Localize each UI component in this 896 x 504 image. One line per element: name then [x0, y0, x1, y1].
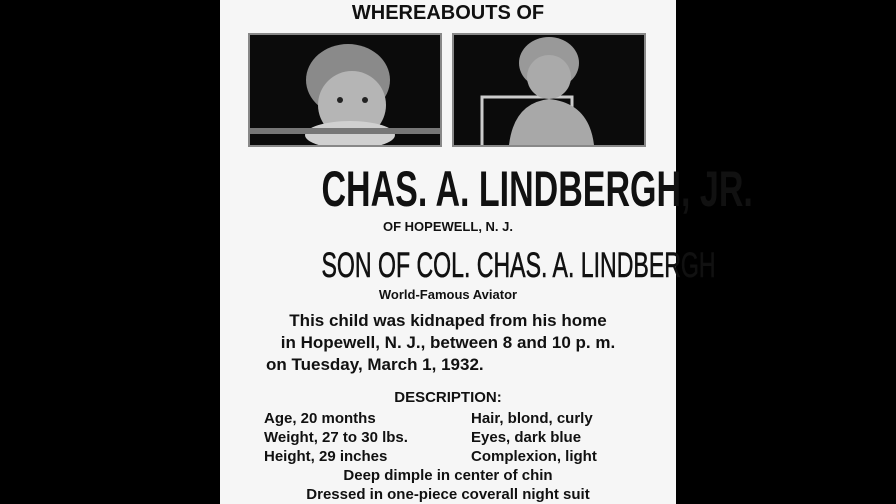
description-notes	[220, 466, 676, 504]
child-photo-left	[248, 33, 442, 147]
missing-child-poster	[220, 0, 753, 504]
description-right: Hair, blond, curly	[471, 410, 593, 427]
description-right: Complexion, light	[471, 448, 597, 465]
heading-text: WHEREABOUTS OF	[351, 2, 545, 24]
child-name-text: CHAS. A. LINDBERGH, JR.	[321, 161, 753, 217]
description-note: Deep dimple in center of chin	[343, 467, 553, 484]
statement	[220, 310, 676, 376]
parent-line	[220, 244, 716, 288]
description-left: Height, 29 inches	[264, 448, 388, 465]
child-portrait-image	[250, 35, 440, 145]
statement-line: on Tuesday, March 1, 1932.	[266, 355, 484, 374]
description-note: Dressed in one-piece coverall night suit	[306, 486, 590, 503]
description-title-text: DESCRIPTION:	[394, 389, 502, 406]
parent-note	[220, 286, 676, 304]
hometown-text: OF HOPEWELL, N. J.	[382, 219, 513, 234]
description-right: Eyes, dark blue	[471, 429, 582, 446]
child-seated-image	[454, 35, 644, 145]
description-left: Age, 20 months	[264, 410, 376, 427]
parent-text: SON OF COL. CHAS. A. LINDBERGH	[321, 246, 716, 285]
description-title	[220, 388, 676, 408]
hometown	[220, 218, 676, 236]
child-name	[220, 158, 753, 220]
statement-line: This child was kidnaped from his home	[289, 311, 607, 330]
child-photo-right	[452, 33, 646, 147]
parent-note-text: World-Famous Aviator	[378, 287, 518, 302]
description-left: Weight, 27 to 30 lbs.	[264, 429, 408, 446]
poster-heading	[220, 0, 676, 26]
statement-line: in Hopewell, N. J., between 8 and 10 p. m.	[280, 333, 616, 352]
